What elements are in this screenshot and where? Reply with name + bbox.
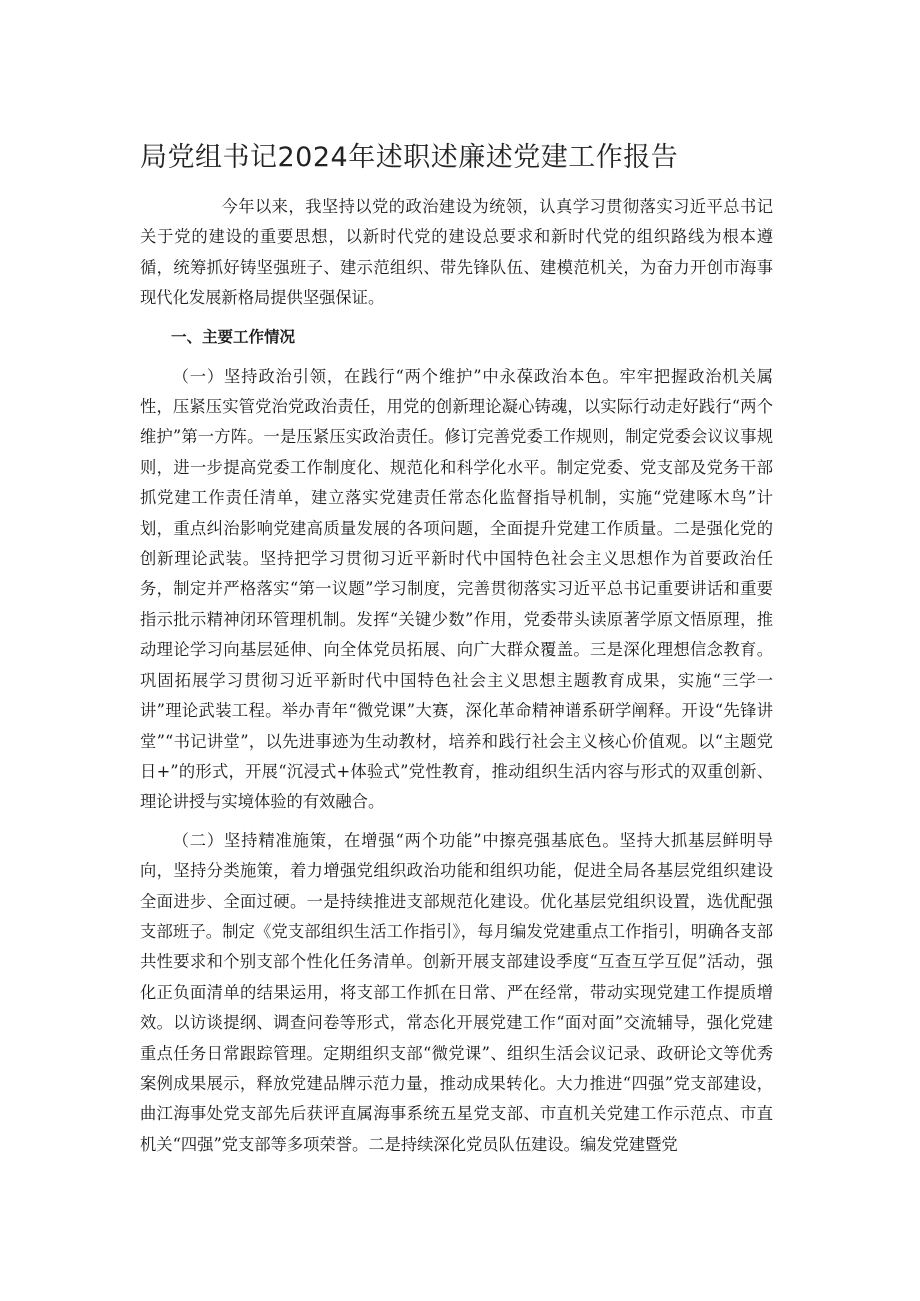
document-title: 局党组书记2024年述职述廉述党建工作报告 xyxy=(140,142,679,173)
paragraph-precise-measures: （二）坚持精准施策，在增强“两个功能”中擦亮强基底色。坚持大抓基层鲜明导向，坚持分类施策，着力增强党组织政治功能和组织功能，促进全局各基层党组织建设全面进步、全面过硬。一是持续推进支部规范化建设。优化基层党组织设置，选优配强支部班子。制定《党支部组织生活工作指引》，每月编发党建重点工作指引，明确各支部共性要求和个别支部个性化任务清单。创新开展支部建设季度“互查互学互促”活动，强化正负面清单的结果运用，将支部工作抓在日常、严在经常，带动实现党建工作提质增效。以访谈提纲、调查问卷等形式，常态化开展党建工作“面对面”交流辅导，强化党建重点任务日常跟踪管理。定期组织支部“微党课”、组织生活会议记录、政研论文等优秀案例成果展示，释放党建品牌示范力量，推动成果转化。大力推进“四强”党支部建设，曲江海事处党支部先后获评直属海事系统五星党支部、市直机关党建工作示范点、市直机关“四强”党支部等多项荣誉。二是持续深化党员队伍建设。编发党建暨党 xyxy=(140,830,773,1154)
intro-paragraph: 今年以来，我坚持以党的政治建设为统领，认真学习贯彻落实习近平总书记关于党的建设的重要思想，以新时代党的建设总要求和新时代党的组织路线为根本遵循，统筹抓好铸坚强班子、建示范组织、带先锋队伍、建模范机关，为奋力开创市海事现代化发展新格局提供坚强保证。 xyxy=(140,197,773,308)
section-heading-main-work: 一、主要工作情况 xyxy=(171,327,296,346)
document-body xyxy=(140,192,773,1168)
paragraph-political-leadership: （一）坚持政治引领，在践行“两个维护”中永葆政治本色。牢牢把握政治机关属性，压紧压实管党治党政治责任，用党的创新理论凝心铸魂，以实际行动走好践行“两个维护”第一方阵。一是压紧压实政治责任。修订完善党委工作规则，制定党委会议议事规则，进一步提高党委工作制度化、规范化和科学化水平。制定党委、党支部及党务干部抓党建工作责任清单，建立落实党建责任常态化监督指导机制，实施“党建啄木鸟”计划，重点纠治影响党建高质量发展的各项问题，全面提升党建工作质量。二是强化党的创新理论武装。坚持把学习贯彻习近平新时代中国特色社会主义思想作为首要政治任务，制定并严格落实“第一议题”学习制度，完善贯彻落实习近平总书记重要讲话和重要指示批示精神闭环管理机制。发挥“关键少数”作用，党委带头读原著学原文悟原理，推动理论学习向基层延伸、向全体党员拓展、向广大群众覆盖。三是深化理想信念教育。巩固拓展学习贯彻习近平新时代中国特色社会主义思想主题教育成果，实施“三学一讲”理论武装工程。举办青年“微党课”大赛，深化革命精神谱系研学阐释。开设“先锋讲堂”“书记讲堂”，以先进事迹为生动教材，培养和践行社会主义核心价值观。以“主题党日+”的形式，开展“沉浸式+体验式”党性教育，推动组织生活内容与形式的双重创新、理论讲授与实境体验的有效融合。 xyxy=(140,366,773,812)
